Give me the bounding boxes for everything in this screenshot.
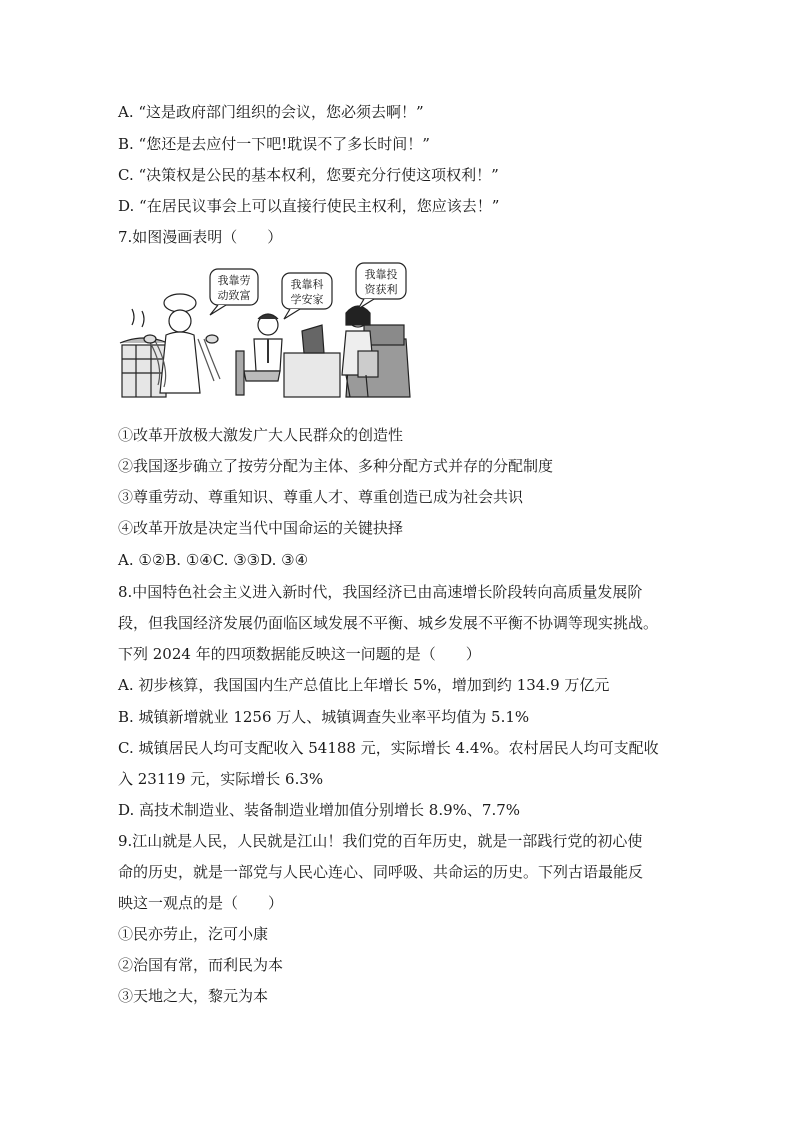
q7-cartoon-illustration [118,255,418,405]
q7-stem: 7.如图漫画表明（ ） [118,228,283,246]
q6-option-d: D. “在居民议事会上可以直接行使民主权利，您应该去！” [118,197,500,215]
q8-option-c-line-2: 入 23119 元，实际增长 6.3% [118,770,324,788]
q7-item-3: ③尊重劳动、尊重知识、尊重人才、尊重创造已成为社会共识 [118,488,524,506]
q7-answer-options: A. ①②B. ①④C. ③③D. ③④ [118,551,309,569]
speech-bubble-2 [282,273,332,319]
q9-stem-line-3: 映这一观点的是（ ） [118,894,284,912]
bubble-2-line1: 我靠科 [290,278,324,291]
bubble-1-line1: 我靠劳 [217,274,251,287]
q6-option-c: C. “决策权是公民的基本权利，您要充分行使这项权利！” [118,166,499,184]
q9-item-1: ①民亦劳止，汔可小康 [118,925,269,943]
q7-item-2: ②我国逐步确立了按劳分配为主体、多种分配方式并存的分配制度 [118,457,554,475]
bubble-1-line2: 动致富 [217,289,251,302]
bubble-3-line2: 资获利 [364,283,398,296]
q8-option-b: B. 城镇新增就业 1256 万人、城镇调查失业率平均值为 5.1% [118,708,530,726]
bubble-2-line2: 学安家 [290,293,324,306]
q7-item-1: ①改革开放极大激发广大人民群众的创造性 [118,426,404,444]
q8-option-c-line-1: C. 城镇居民人均可支配收入 54188 元，实际增长 4.4%。农村居民人均可支配收 [118,739,659,757]
bubble-3-line1: 我靠投 [364,268,398,281]
chef-figure [120,294,220,397]
q8-option-a: A. 初步核算，我国国内生产总值比上年增长 5%，增加到约 134.9 万亿元 [118,676,610,694]
q7-item-4: ④改革开放是决定当代中国命运的关键抉择 [118,519,404,537]
q6-option-a: A. “这是政府部门组织的会议，您必须去啊！” [118,103,424,121]
businesswoman-figure [342,306,410,397]
q8-stem-line-3: 下列 2024 年的四项数据能反映这一问题的是（ ） [118,645,481,663]
q8-stem-line-2: 段，但我国经济发展仍面临区域发展不平衡、城乡发展不平衡不协调等现实挑战。 [118,614,659,632]
speech-bubble-1 [210,269,258,315]
q8-stem-line-1: 8.中国特色社会主义进入新时代，我国经济已由高速增长阶段转向高质量发展阶 [118,583,643,601]
q9-stem-line-1: 9.江山就是人民，人民就是江山！我们党的百年历史，就是一部践行党的初心使 [118,832,643,850]
q8-option-d: D. 高技术制造业、装备制造业增加值分别增长 8.9%、7.7% [118,801,521,819]
office-worker-figure [236,314,340,397]
q9-stem-line-2: 命的历史，就是一部党与人民心连心、同呼吸、共命运的历史。下列古语最能反 [118,863,644,881]
q6-option-b: B. “您还是去应付一下吧!耽误不了多长时间！” [118,135,430,153]
speech-bubble-3 [356,263,406,309]
q9-item-3: ③天地之大，黎元为本 [118,987,269,1005]
q9-item-2: ②治国有常，而利民为本 [118,956,284,974]
